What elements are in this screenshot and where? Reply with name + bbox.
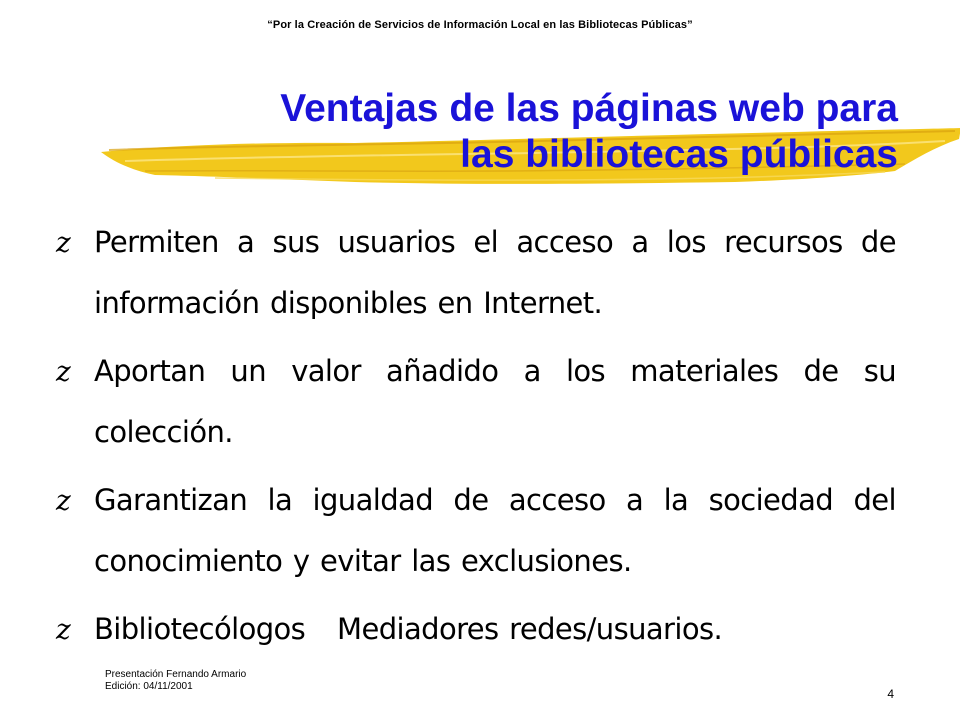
bullet-text: Garantizan la igualdad de acceso a la sociedad del conocimiento y evitar las exclusiones. <box>94 483 896 578</box>
bullet-text: Aportan un valor añadido a los materiales de su colección. <box>94 354 896 449</box>
footer-credits <box>105 669 246 693</box>
bullet-text: Permiten a sus usuarios el acceso a los recursos de información disponibles en Internet. <box>94 225 896 320</box>
slide-title <box>78 86 898 178</box>
bullet-z-icon: z <box>56 484 71 517</box>
bullet-z-icon: z <box>56 613 71 646</box>
header-note: “Por la Creación de Servicios de Información Local en las Bibliotecas Públicas” <box>267 19 693 31</box>
bullet-item <box>56 212 896 334</box>
bullet-item <box>56 341 896 463</box>
page-number: 4 <box>887 687 894 701</box>
slide-title-line-1: Ventajas de las páginas web para <box>280 87 898 130</box>
footer-edition: Edición: 04/11/2001 <box>105 681 193 692</box>
footer-author: Presentación Fernando Armario <box>105 669 247 680</box>
bullet-list <box>56 212 896 667</box>
slide-title-line-2: las bibliotecas públicas <box>460 133 898 176</box>
bullet-z-icon: z <box>56 355 71 388</box>
bullet-item <box>56 470 896 592</box>
bullet-text: Bibliotecólogos Mediadores redes/usuarios. <box>94 612 723 646</box>
bullet-z-icon: z <box>56 226 71 259</box>
bullet-item <box>56 599 896 660</box>
